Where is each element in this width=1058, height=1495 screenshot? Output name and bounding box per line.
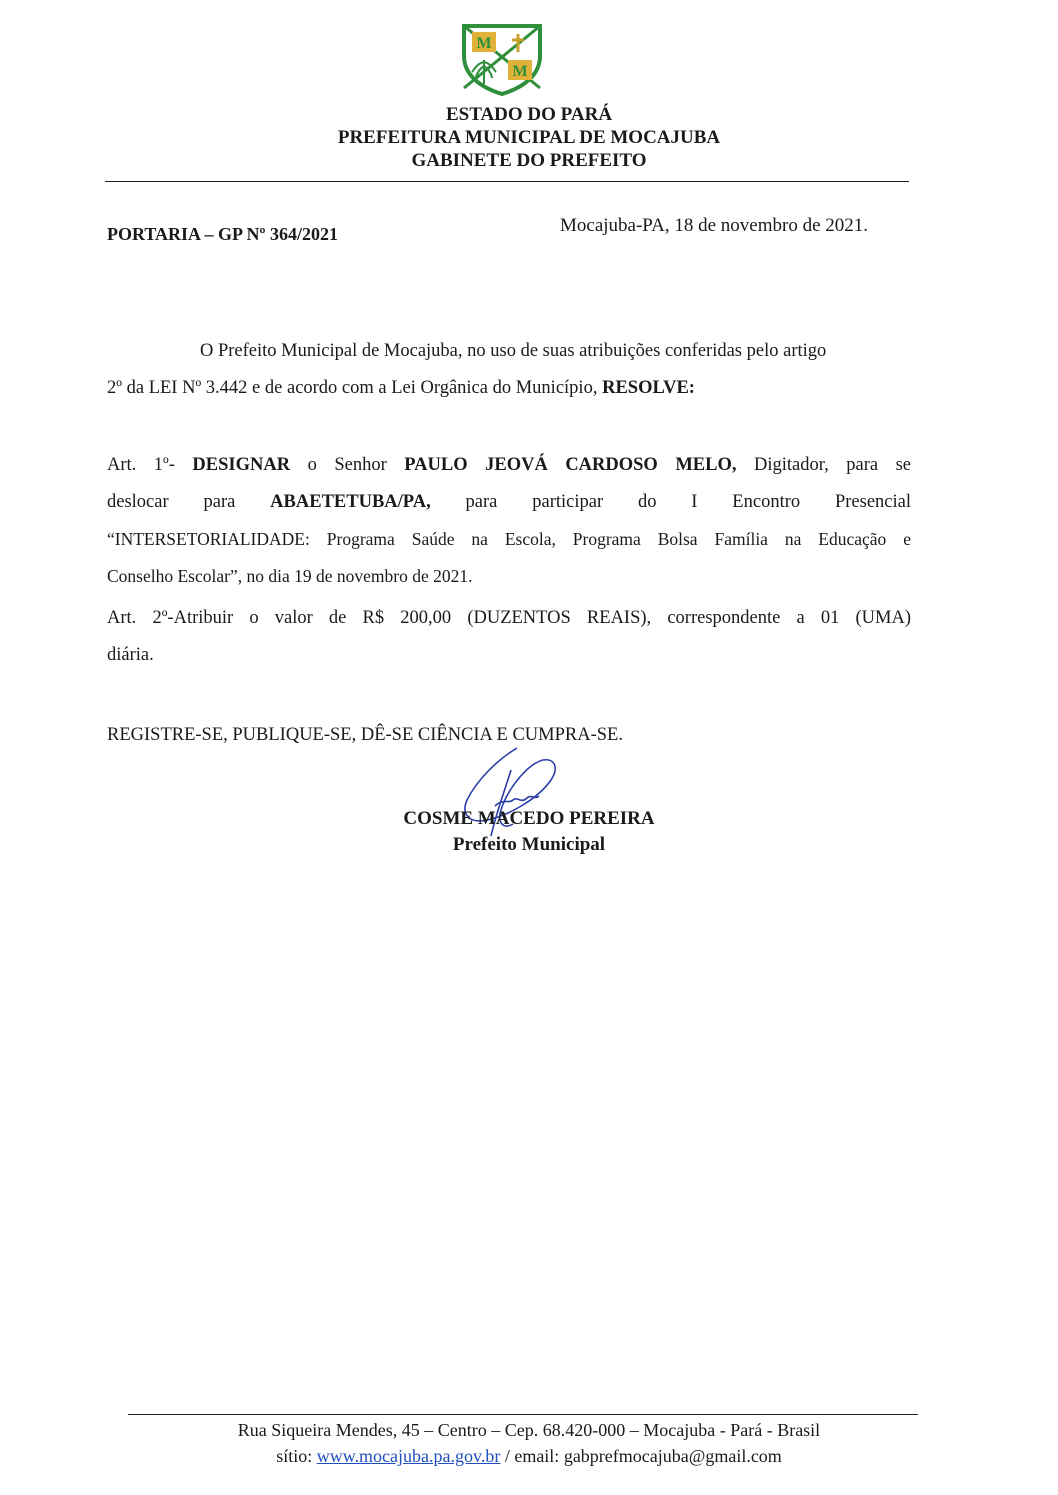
header-divider (105, 181, 909, 182)
article-1-line-3: “INTERSETORIALIDADE: Programa Saúde na Escola, Programa Bolsa Família na Educação e (107, 529, 911, 549)
cabinet-heading: GABINETE DO PREFEITO (411, 150, 647, 171)
article-2-line-1: Art. 2º-Atribuir o valor de R$ 200,00 (DUZENTOS REAIS), correspondente a 01 (UMA) (107, 608, 911, 628)
signatory-title: Prefeito Municipal (452, 834, 606, 855)
article-1-line-1 (107, 447, 911, 484)
footer-address: Rua Siqueira Mendes, 45 – Centro – Cep. 68.420-000 – Mocajuba - Pará - Brasil (237, 1420, 821, 1440)
article-1-text-3: deslocar para (107, 492, 271, 512)
state-heading: ESTADO DO PARÁ (445, 104, 613, 125)
closing-statement: REGISTRE-SE, PUBLIQUE-SE, DÊ-SE CIÊNCIA E CUMPRA-SE. (107, 725, 623, 745)
site-label: sítio: (276, 1446, 317, 1466)
resolve-keyword: RESOLVE: (602, 378, 695, 398)
article-1-line-2 (107, 484, 911, 521)
article-1-text-1: o Senhor (290, 455, 405, 475)
website-link[interactable]: www.mocajuba.pa.gov.br (316, 1446, 501, 1466)
intro-line-2 (107, 370, 911, 407)
municipal-crest-icon (458, 22, 546, 96)
crest-letter-1: M (476, 35, 492, 52)
footer-contact (0, 1444, 1058, 1468)
article-1-label: Art. 1º- (107, 455, 193, 475)
destination-city: ABAETETUBA/PA, (270, 492, 431, 512)
document-date: Mocajuba-PA, 18 de novembro de 2021. (560, 215, 868, 236)
email-label: / email: (500, 1446, 564, 1466)
prefecture-heading: PREFEITURA MUNICIPAL DE MOCAJUBA (337, 127, 721, 148)
article-2 (107, 600, 911, 674)
designated-person-name: PAULO JEOVÁ CARDOSO MELO, (404, 455, 737, 475)
crest-letter-2: M (512, 63, 528, 80)
article-1 (107, 447, 911, 595)
article-2-line-2: diária. (107, 645, 154, 665)
article-1-verb: DESIGNAR (192, 455, 291, 475)
article-1-line-4: Conselho Escolar”, no dia 19 de novembro de 2021. (107, 566, 473, 586)
email-address: gabprefmocajuba@gmail.com (563, 1446, 782, 1466)
intro-line-1: O Prefeito Municipal de Mocajuba, no uso de suas atribuições conferidas pelo artigo (200, 341, 827, 361)
portaria-number: PORTARIA – GP Nº 364/2021 (107, 224, 338, 244)
article-1-text-2: Digitador, para se (736, 455, 911, 475)
intro-paragraph (107, 333, 911, 407)
footer-divider (128, 1414, 918, 1415)
signatory-name: COSME MACEDO PEREIRA (403, 808, 655, 829)
intro-line-2-text: 2º da LEI Nº 3.442 e de acordo com a Lei Orgânica do Município, (107, 378, 603, 398)
article-1-text-4: para participar do I Encontro Presencial (430, 492, 911, 512)
